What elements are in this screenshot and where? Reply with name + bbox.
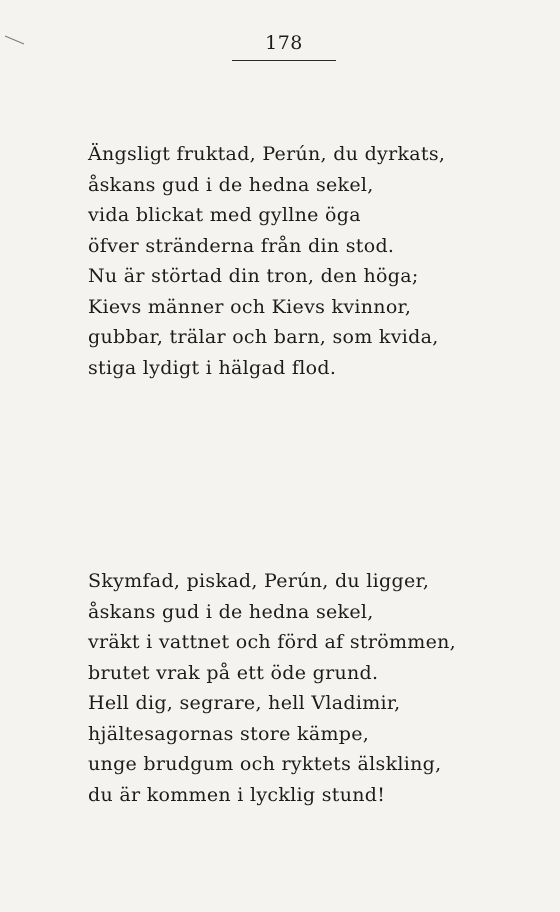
verse-line: vräkt i vattnet och förd af strömmen, — [88, 631, 457, 653]
stanza-2 — [88, 566, 456, 810]
verse-line: du är kommen i lycklig stund! — [88, 783, 386, 806]
verse-line: Hell dig, segrare, hell Vladimir, — [88, 692, 401, 714]
verse-line: stiga lydigt i hälgad flod. — [88, 356, 337, 379]
verse-line: åskans gud i de hedna sekel, — [88, 173, 374, 196]
verse-line: gubbar, trälar och barn, som kvida, — [88, 326, 439, 348]
verse-line: Ängsligt fruktad, Perún, du dyrkats, — [88, 143, 446, 165]
margin-mark — [4, 34, 26, 46]
verse-line: Skymfad, piskad, Perún, du ligger, — [88, 570, 430, 592]
verse-line: vida blickat med gyllne öga — [88, 204, 361, 226]
verse-line: Kievs männer och Kievs kvinnor, — [88, 295, 412, 318]
verse-line: Nu är störtad din tron, den höga; — [88, 265, 419, 287]
verse-line: hjältesagornas store kämpe, — [88, 722, 370, 745]
verse-line: öfver stränderna från din stod. — [88, 234, 395, 257]
verse-line: unge brudgum och ryktets älskling, — [88, 753, 442, 775]
header-rule — [232, 60, 336, 61]
page-number: 178 — [265, 32, 303, 54]
verse-line: brutet vrak på ett öde grund. — [88, 661, 379, 684]
stanza-1 — [88, 139, 445, 383]
verse-line: åskans gud i de hedna sekel, — [88, 600, 374, 623]
